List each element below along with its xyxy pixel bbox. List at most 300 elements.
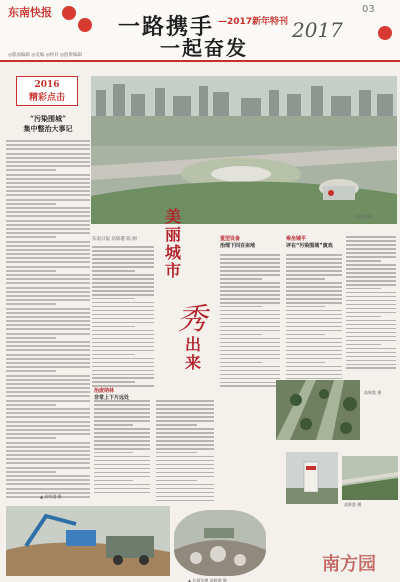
badge-year: 2016 [34, 80, 60, 90]
text-line [6, 169, 56, 171]
lantern-icon [378, 26, 392, 40]
text-line [220, 330, 280, 332]
garbage-site-caption: ▲ 垃圾治理 高辉港 摄 [188, 578, 227, 582]
text-line [346, 364, 396, 366]
text-line [286, 334, 325, 336]
text-line [286, 358, 342, 360]
text-line [6, 479, 90, 481]
text-line [6, 174, 90, 176]
text-line [156, 448, 214, 450]
text-line [6, 341, 90, 343]
text-line [286, 258, 342, 260]
text-line [6, 312, 90, 314]
text-line [6, 333, 90, 335]
masthead [0, 0, 400, 62]
text-line [220, 385, 280, 387]
text-line [92, 294, 154, 296]
text-line [94, 448, 150, 450]
text-line [6, 483, 90, 485]
hero-aerial-photo [91, 76, 397, 224]
text-line [6, 249, 90, 251]
text-line [92, 250, 154, 252]
text-line [286, 378, 342, 380]
text-line [6, 354, 90, 356]
year-badge [16, 76, 78, 106]
text-line [94, 412, 150, 414]
text-line [220, 354, 280, 356]
text-line [286, 298, 342, 300]
text-line [346, 244, 396, 246]
lantern-icon [78, 18, 92, 32]
text-line [6, 320, 90, 322]
text-line [6, 387, 90, 389]
subhead-line: 非常上下片远处 [94, 395, 130, 401]
text-line [346, 280, 396, 282]
text-line [94, 436, 150, 438]
text-line [220, 350, 280, 352]
text-line [6, 161, 90, 163]
year-artwork: 2017 [292, 18, 343, 42]
greenbelt-caption: 高辉港 摄 [344, 502, 362, 507]
mid-subhead-text [94, 388, 152, 402]
sidebar-column [6, 76, 90, 496]
garbage-site-photo [174, 510, 266, 576]
text-line [156, 488, 214, 490]
text-line [6, 370, 56, 372]
text-line [6, 220, 90, 222]
text-line [220, 326, 280, 328]
text-line [6, 416, 90, 418]
slogan-line1: 一路携手 [118, 14, 215, 40]
text-line [220, 262, 280, 264]
text-line [6, 241, 90, 243]
text-line [94, 484, 150, 486]
text-line [286, 322, 342, 324]
text-line [6, 215, 90, 217]
text-line [6, 404, 56, 406]
text-line [6, 379, 90, 381]
tree-row-photo [276, 380, 360, 440]
text-line [94, 440, 150, 442]
text-line [6, 467, 90, 469]
text-line [220, 318, 280, 320]
text-line [346, 284, 396, 286]
text-line [6, 395, 90, 397]
text-line [92, 266, 154, 268]
text-line [156, 476, 214, 478]
text-line [286, 262, 342, 264]
text-line [6, 165, 90, 167]
text-line [286, 286, 342, 288]
text-line [6, 157, 90, 159]
text-line [92, 358, 154, 360]
text-line [6, 182, 90, 184]
text-line [220, 342, 280, 344]
text-line [286, 290, 342, 292]
text-line [6, 412, 90, 414]
text-line [6, 362, 90, 364]
text-line [94, 452, 133, 454]
text-line [286, 314, 342, 316]
text-line [92, 278, 154, 280]
text-line [6, 349, 90, 351]
text-line [220, 366, 280, 368]
text-line [220, 270, 280, 272]
text-line [286, 318, 342, 320]
text-line [346, 308, 396, 310]
subhead-line: 重型设备 [220, 236, 241, 242]
text-line [220, 266, 280, 268]
text-line [92, 385, 154, 387]
text-line [220, 302, 280, 304]
text-line [346, 252, 396, 254]
text-line [92, 262, 154, 264]
text-line [220, 378, 280, 380]
text-line [346, 367, 396, 369]
text-line [346, 344, 381, 346]
text-line [6, 383, 90, 385]
text-line [6, 366, 90, 368]
text-line [286, 302, 342, 304]
text-line [92, 381, 135, 383]
text-line [156, 472, 214, 474]
text-line [220, 286, 280, 288]
article-byline: 东南日报 高辉港 陈 刚 [92, 237, 137, 242]
text-line [92, 258, 154, 260]
text-line [286, 330, 342, 332]
watermark-logo: 南方园 [322, 554, 376, 575]
text-line [220, 362, 262, 364]
subhead-line: 治理下四百亩地 [220, 243, 256, 249]
slogan-line2: 一起奋发 [160, 36, 248, 60]
text-line [286, 342, 342, 344]
special-edition-label: —2017新年特刊 [218, 17, 289, 27]
text-line [220, 334, 262, 336]
sidebar-title-line2: 集中整治大事记 [23, 124, 73, 133]
text-line [6, 437, 56, 439]
text-line [346, 316, 381, 318]
text-line [220, 294, 280, 296]
text-line [6, 190, 90, 192]
text-line [346, 248, 396, 250]
column-e-subhead [286, 236, 342, 250]
text-line [286, 374, 342, 376]
text-line [6, 207, 90, 209]
text-line [94, 468, 150, 470]
text-line [94, 416, 150, 418]
article-column-e [286, 236, 342, 389]
text-line [346, 320, 396, 322]
text-line [6, 291, 90, 293]
text-line [6, 324, 90, 326]
text-line [6, 458, 90, 460]
text-line [346, 288, 381, 290]
text-line [92, 286, 154, 288]
text-line [286, 310, 342, 312]
text-line [6, 224, 90, 226]
text-line [156, 468, 214, 470]
text-line [346, 300, 396, 302]
text-line [94, 420, 150, 422]
text-line [156, 412, 214, 414]
text-line [346, 340, 396, 342]
text-line [94, 480, 133, 482]
text-line [156, 480, 197, 482]
text-line [346, 332, 396, 334]
text-line [92, 302, 154, 304]
text-line [220, 370, 280, 372]
text-line [92, 354, 135, 356]
sidebar-title [6, 114, 90, 134]
text-line [220, 310, 280, 312]
text-line [6, 328, 90, 330]
text-line [92, 374, 154, 376]
text-line [346, 356, 396, 358]
text-line [6, 303, 56, 305]
text-line [220, 338, 280, 340]
text-line [94, 492, 150, 494]
text-line [6, 186, 90, 188]
text-line [6, 316, 90, 318]
article-column-a [92, 246, 154, 389]
text-line [6, 278, 90, 280]
text-line [94, 456, 150, 458]
text-line [94, 444, 150, 446]
text-line [92, 334, 154, 336]
text-line [94, 472, 150, 474]
text-line [156, 416, 214, 418]
text-line [6, 475, 90, 477]
text-line [220, 274, 280, 276]
text-line [6, 450, 90, 452]
text-line [6, 211, 90, 213]
text-line [6, 425, 90, 427]
text-line [92, 298, 135, 300]
text-line [6, 282, 90, 284]
headline-part3: 出来 [185, 335, 202, 372]
text-line [6, 488, 90, 490]
text-line [346, 328, 396, 330]
badge-text: 精彩点击 [28, 93, 65, 103]
text-line [92, 318, 154, 320]
text-line [92, 282, 154, 284]
text-line [286, 254, 342, 256]
text-line [92, 370, 154, 372]
text-line [92, 314, 154, 316]
text-line [220, 374, 280, 376]
text-line [286, 370, 342, 372]
text-line [94, 488, 150, 490]
text-line [92, 330, 154, 332]
text-line [92, 326, 135, 328]
text-line [286, 362, 325, 364]
page-number: 03 [362, 4, 375, 15]
text-line [6, 274, 90, 276]
excavator-photo [6, 506, 170, 576]
text-line [6, 257, 90, 259]
text-line [286, 350, 342, 352]
text-line [92, 338, 154, 340]
sign-photo [286, 452, 338, 504]
text-line [6, 454, 90, 456]
text-line [346, 292, 396, 294]
text-line [92, 254, 154, 256]
text-line [92, 270, 135, 272]
tree-photo-caption: 高辉港 摄 [364, 390, 382, 395]
text-line [220, 278, 262, 280]
text-line [220, 314, 280, 316]
text-line [286, 294, 342, 296]
text-line [94, 404, 150, 406]
text-line [94, 428, 150, 430]
text-line [346, 272, 396, 274]
text-line [346, 256, 396, 258]
excavator-caption: ▲ 高辉港 摄 [40, 494, 62, 499]
lantern-icon [62, 6, 76, 20]
text-line [286, 338, 342, 340]
text-line [346, 296, 396, 298]
text-line [156, 460, 214, 462]
text-line [220, 322, 280, 324]
text-line [6, 337, 56, 339]
text-line [92, 350, 154, 352]
text-line [346, 360, 396, 362]
text-line [6, 194, 90, 196]
article-column-d [220, 236, 280, 389]
brand-logo: 东南快报 [8, 6, 52, 19]
text-line [6, 245, 90, 247]
text-line [156, 456, 214, 458]
text-line [346, 348, 396, 350]
text-line [286, 366, 342, 368]
text-line [156, 424, 197, 426]
text-line [286, 326, 342, 328]
text-line [6, 446, 90, 448]
text-line [6, 232, 90, 234]
subhead-line: 乘坐铺平 [286, 236, 307, 242]
text-line [6, 199, 90, 201]
mid-subhead [94, 388, 152, 402]
headline-part1: 美丽城市 [165, 207, 182, 280]
text-line [6, 391, 90, 393]
text-line [92, 377, 154, 379]
text-line [92, 274, 154, 276]
text-line [92, 366, 154, 368]
text-line [92, 322, 154, 324]
text-line [92, 290, 154, 292]
text-line [286, 278, 325, 280]
text-line [6, 261, 90, 263]
text-line [94, 460, 150, 462]
text-line [220, 382, 280, 384]
article-column-c [156, 400, 214, 504]
text-line [6, 421, 90, 423]
text-line [92, 342, 154, 344]
text-line [6, 295, 90, 297]
text-line [92, 306, 154, 308]
text-line [156, 464, 214, 466]
text-line [156, 444, 214, 446]
text-line [6, 442, 90, 444]
subhead-line: 治废纳林 [94, 388, 115, 394]
text-line [286, 306, 325, 308]
text-line [6, 266, 90, 268]
text-line [156, 400, 214, 402]
text-line [220, 298, 280, 300]
text-line [156, 440, 214, 442]
text-line [6, 270, 56, 272]
text-line [346, 324, 396, 326]
text-line [6, 287, 90, 289]
text-line [94, 424, 133, 426]
text-line [220, 346, 280, 348]
text-line [286, 274, 342, 276]
text-line [6, 375, 90, 377]
text-line [156, 452, 197, 454]
text-line [156, 428, 214, 430]
text-line [6, 203, 56, 205]
text-line [346, 240, 396, 242]
text-line [6, 153, 90, 155]
text-line [92, 346, 154, 348]
sidebar-body-text [6, 140, 90, 498]
text-line [6, 228, 90, 230]
text-line [6, 144, 90, 146]
text-line [156, 408, 214, 410]
text-line [286, 346, 342, 348]
text-line [6, 178, 90, 180]
text-line [92, 246, 154, 248]
text-line [6, 429, 90, 431]
text-line [346, 352, 396, 354]
text-line [346, 268, 396, 270]
text-line [156, 492, 214, 494]
text-line [156, 404, 214, 406]
hero-caption: 高辉港 摄 [355, 214, 373, 219]
article-column-f [346, 236, 396, 371]
article-column-b [94, 400, 150, 496]
text-line [6, 140, 90, 142]
text-line [94, 476, 150, 478]
text-line [6, 345, 90, 347]
text-line [346, 304, 396, 306]
text-line [286, 266, 342, 268]
text-line [346, 264, 396, 266]
text-line [286, 354, 342, 356]
text-line [6, 408, 90, 410]
text-line [220, 306, 262, 308]
edition-info: ◎版面编辑 ◎美编 ◎校对 ◎值班编辑 [8, 53, 82, 58]
text-line [346, 312, 396, 314]
text-line [220, 254, 280, 256]
text-line [92, 362, 154, 364]
text-line [6, 148, 90, 150]
text-line [220, 358, 280, 360]
text-line [156, 496, 214, 498]
text-line [220, 282, 280, 284]
text-line [156, 436, 214, 438]
text-line [346, 260, 381, 262]
text-line [346, 276, 396, 278]
text-line [346, 236, 396, 238]
headline-part2: 秀 [177, 302, 207, 337]
text-line [220, 290, 280, 292]
text-line [156, 484, 214, 486]
column-d-subhead [220, 236, 280, 250]
main-headline [155, 208, 219, 392]
text-line [94, 408, 150, 410]
text-line [346, 336, 396, 338]
